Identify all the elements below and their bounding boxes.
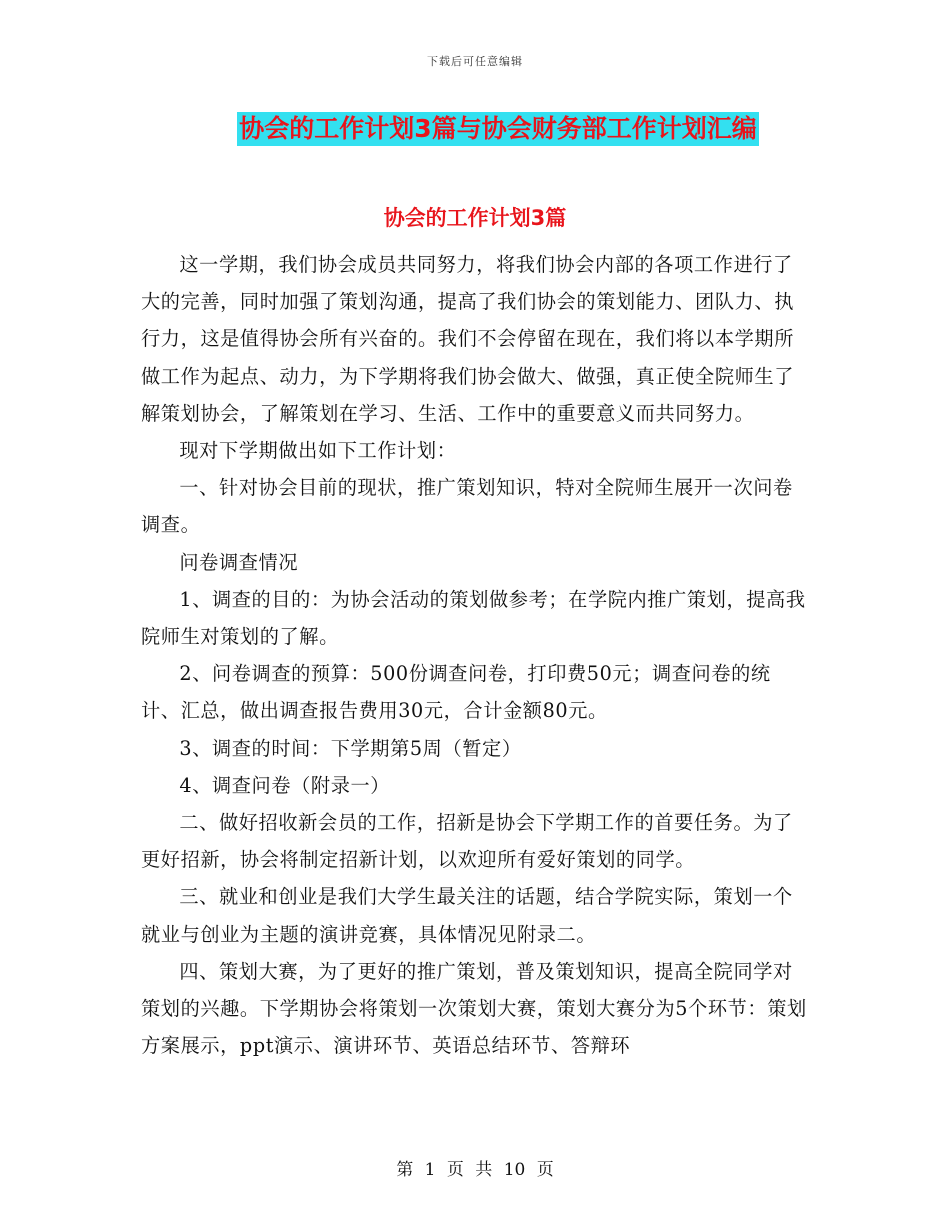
paragraph: 4、调查问卷（附录一）: [179, 773, 391, 797]
paragraph: 现对下学期做出如下工作计划：: [179, 439, 457, 463]
paragraph: 这一学期，我们协会成员共同努力，将我们协会内部的各项工作进行了大的完善，同时加强了策划沟通，提高了我们协会的策划能力、团队力、执行力，这是值得协会所有兴奋的。我们不会停留在现在，我们将以本学期所做工作为起点、动力，为下学期将我们协会做大、做强，真正使全院师生了解策划协会，了解策划在学习、生活、工作中的重要意义而共同努力。: [141, 253, 794, 425]
page-footer: 第 1 页 共 10 页: [396, 1160, 554, 1180]
header-note: 下载后可任意编辑: [427, 55, 523, 68]
section-title: 协会的工作计划3篇: [383, 206, 567, 230]
document-title-wrap: [0, 112, 950, 146]
paragraph: 三、就业和创业是我们大学生最关注的话题，结合学院实际，策划一个就业与创业为主题的演讲竞赛，具体情况见附录二。: [141, 885, 793, 946]
paragraph: 2、问卷调查的预算：500份调查问卷，打印费50元；调查问卷的统计、汇总，做出调查报告费用30元，合计金额80元。: [141, 662, 771, 723]
paragraph: 一、针对协会目前的现状，推广策划知识，特对全院师生展开一次问卷调查。: [141, 476, 793, 537]
document-body: [141, 246, 809, 1064]
document-title: 协会的工作计划3篇与协会财务部工作计划汇编: [237, 112, 758, 146]
paragraph: 二、做好招收新会员的工作，招新是协会下学期工作的首要任务。为了更好招新，协会将制定招新计划，以欢迎所有爱好策划的同学。: [141, 811, 793, 872]
paragraph: 四、策划大赛，为了更好的推广策划，普及策划知识，提高全院同学对策划的兴趣。下学期协会将策划一次策划大赛，策划大赛分为5个环节：策划方案展示，ppt演示、演讲环节、英语总结环节、答辩环: [141, 959, 807, 1058]
paragraph: 1、调查的目的：为协会活动的策划做参考；在学院内推广策划，提高我院师生对策划的了解。: [141, 587, 806, 649]
paragraph: 问卷调查情况: [179, 550, 299, 574]
paragraph: 3、调查的时间：下学期第5周（暂定）: [179, 736, 522, 760]
